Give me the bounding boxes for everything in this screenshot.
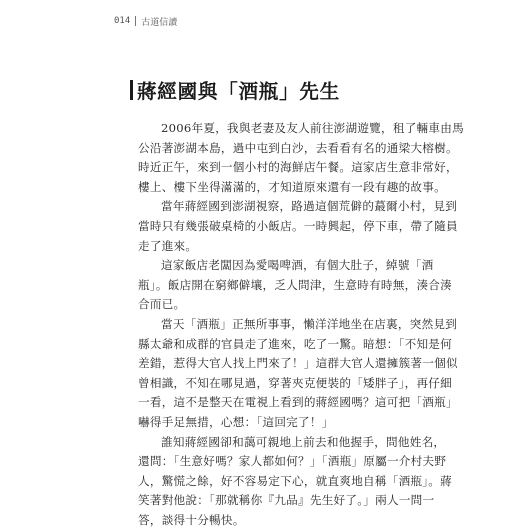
- text-line: 瓶」。飯店開在窮鄉僻壤，乏人問津，生意時有時無，湊合湊: [138, 277, 452, 292]
- running-header: [114, 14, 177, 28]
- article-title: 蔣經國與「酒瓶」先生: [137, 80, 341, 103]
- page-number: 014: [114, 16, 131, 26]
- text-line: 笑著對他說：「那就稱你『九品』先生好了。」兩人一問一: [138, 493, 435, 508]
- text-line: 一看，這不是整天在電視上看到的蔣經國嗎？這可把「酒瓶」: [138, 395, 458, 410]
- text-line: 2006年夏，我與老妻及友人前往澎湖遊覽，租了輛車由馬: [161, 121, 464, 135]
- article-body: [138, 119, 464, 530]
- text-line: 公沿著澎湖本島，過中屯到白沙，去看看有名的通梁大榕樹。: [138, 140, 458, 155]
- text-line: 走了進來。: [138, 238, 198, 253]
- text-line: 當時只有幾張破桌椅的小飯店。一時興起，停下車，帶了隨員: [138, 218, 458, 233]
- text-line: 還問：「生意好嗎？家人都如何？」「酒瓶」原屬一介村夫野: [138, 454, 447, 469]
- text-line: 時近正午，來到一個小村的海鮮店午餐。這家店生意非常好，: [138, 160, 458, 175]
- text-line: 當年蔣經國到澎湖視察，路過這個荒僻的蕞爾小村，見到: [161, 199, 458, 214]
- text-line: 誰知蔣經國卻和藹可親地上前去和他握手，問他姓名，: [161, 434, 446, 449]
- text-line: 差錯，惹得大官人找上門來了！」這群大官人還擁簇著一個似: [138, 356, 458, 371]
- header-divider: [135, 16, 136, 26]
- text-line: 當天「酒瓶」正無所事事，懶洋洋地坐在店裏，突然見到: [161, 316, 458, 331]
- text-line: 答，談得十分暢快。: [138, 512, 245, 527]
- text-line: 這家飯店老闆因為愛喝啤酒，有個大肚子，綽號「酒: [161, 258, 434, 273]
- text-line: 合而已。: [138, 297, 186, 312]
- book-title: 古道信讀: [141, 17, 178, 28]
- text-line: 人，驚慌之餘，好不容易定下心，就直爽地自稱「酒瓶」。蔣: [138, 473, 452, 488]
- article-heading: [130, 76, 340, 104]
- text-line: 縣太爺和成群的官員走了進來，吃了一驚。暗想：「不知是何: [138, 336, 452, 351]
- text-line: 嚇得手足無措，心想：「這回完了！」: [138, 414, 334, 429]
- text-line: 樓上、樓下坐得滿滿的，才知道原來還有一段有趣的故事。: [138, 179, 446, 194]
- text-line: 曾相識，不知在哪見過，穿著夾克便裝的「矮胖子」，再仔細: [138, 375, 452, 390]
- title-accent-bar: [130, 80, 133, 100]
